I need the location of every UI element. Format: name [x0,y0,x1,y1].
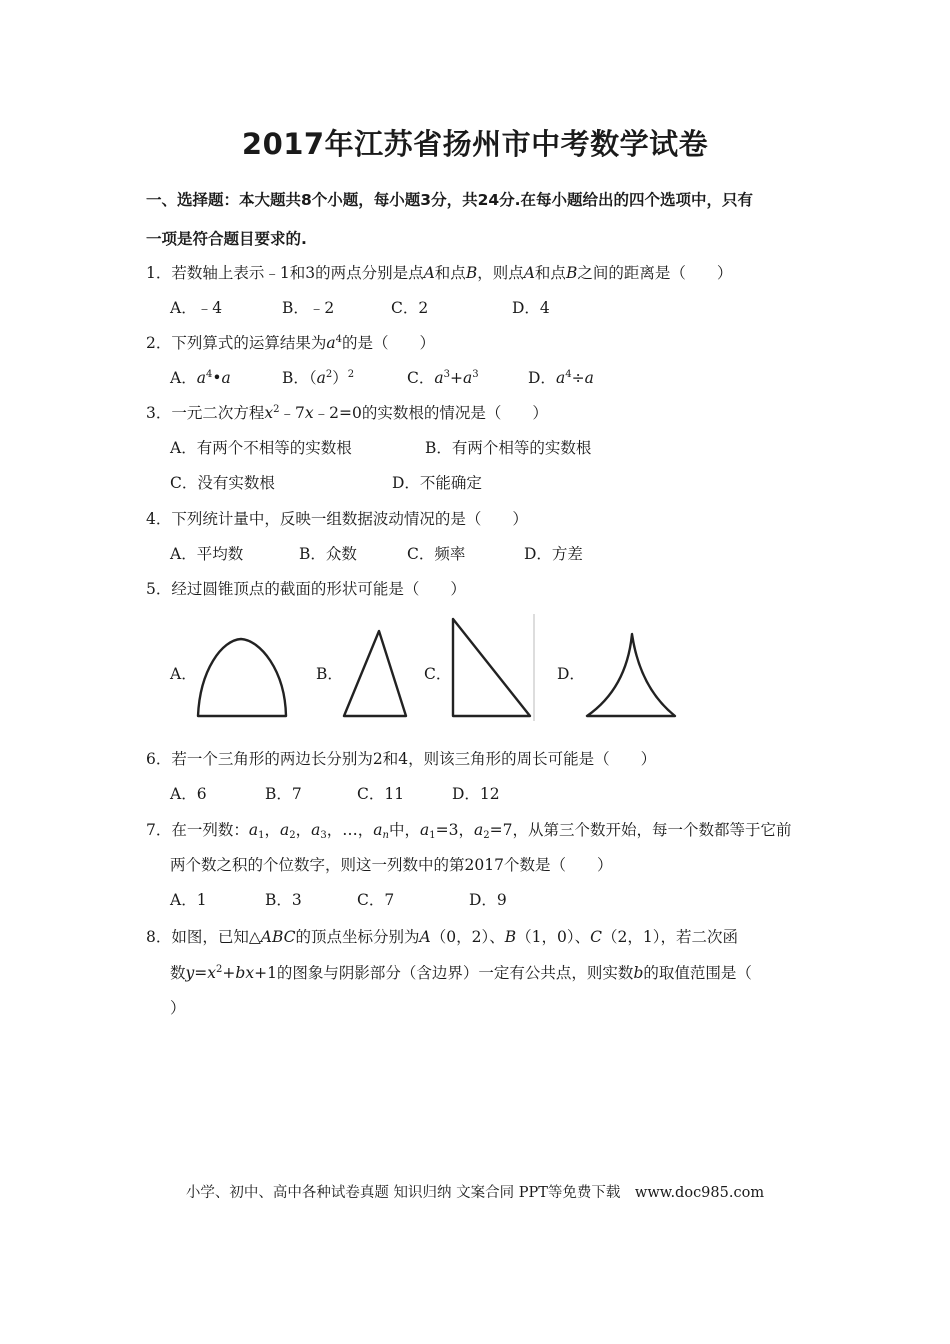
q3-option-b: B．有两个相等的实数根 [425,439,592,457]
question-7-line2: 两个数之积的个位数字，则这一列数中的第2017个数是（ ） [170,856,613,874]
q3-option-a: A．有两个不相等的实数根 [170,439,352,457]
q2-option-c: C．$a^3+a^3$ [407,369,479,387]
q1-option-c: C．2 [391,299,429,317]
question-4: 4．下列统计量中，反映一组数据波动情况的是（ ） [146,510,528,528]
question-7-line1: 7．在一列数：$a_1$，$a_2$，$a_3$，…，$a_n$中，$a_1=3$，$a_2=7$，从第三个数开始，每一个数都等于它前 [146,821,792,841]
q4-option-d: D．方差 [524,545,583,563]
q7-option-a: A．1 [170,891,207,909]
q7-option-d: D．9 [469,891,507,909]
question-3: 3．一元二次方程$x^2﹣7x﹣2=0$的实数根的情况是（ ） [146,404,548,422]
q5-option-c: C． [424,665,452,683]
q7-option-b: B．3 [265,891,302,909]
q6-option-b: B．7 [265,785,302,803]
question-8-line3: ） [170,999,186,1017]
q2-option-b: B．$(a^2)^2$ [282,369,355,387]
q2-option-a: A．$a^4•a$ [170,369,231,387]
q1-option-d: D．4 [512,299,550,317]
page-title: 2017年江苏省扬州市中考数学试卷 [241,127,709,161]
q3-option-c: C．没有实数根 [170,474,275,492]
q6-option-d: D．12 [452,785,500,803]
question-1: 1．若数轴上表示﹣1和3的两点分别是点A和点B，则点A和点B之间的距离是（ ） [146,264,733,282]
q5-option-d: D． [557,665,585,683]
figure-b-isosceles-triangle [344,631,406,716]
q4-option-c: C．频率 [407,545,466,563]
question-2: 2．下列算式的运算结果为$a^4$的是（ ） [146,334,436,352]
q4-option-a: A．平均数 [170,545,244,563]
q7-option-c: C．7 [357,891,395,909]
q6-option-c: C．11 [357,785,405,803]
q1-option-a: A．﹣4 [170,299,223,317]
q3-option-d: D．不能确定 [392,474,482,492]
figure-a-parabolic-shape [198,639,286,716]
page-footer: 小学、初中、高中各种试卷真题 知识归纳 文案合同 PPT等免费下载 www.doc985.com [185,1185,765,1201]
question-6: 6．若一个三角形的两边长分别为2和4，则该三角形的周长可能是（ ） [146,750,657,768]
figure-c-right-triangle [453,619,530,716]
q6-option-a: A．6 [170,785,207,803]
q1-option-b: B．﹣2 [282,299,335,317]
section-heading-line1: 一、选择题：本大题共8个小题，每小题3分，共24分.在每小题给出的四个选项中，只有 [146,191,754,209]
q5-option-a: A． [170,665,197,683]
question-5: 5．经过圆锥顶点的截面的形状可能是（ ） [146,580,466,598]
q2-option-d: D．$a^4\div a$ [528,369,594,387]
question-8-line2: 数$y=x^2+bx+1$的图象与阴影部分（含边界）一定有公共点，则实数b的取值范围是（ [170,964,752,982]
figure-d-curved-triangle [587,634,675,716]
question-8-line1: 8．如图，已知△ABC的顶点坐标分别为A（0，2）、B（1，0）、C（2，1），若二次函 [146,928,738,946]
section-heading-line2: 一项是符合题目要求的. [146,230,307,248]
q4-option-b: B．众数 [299,545,357,563]
q5-option-b: B． [316,665,343,683]
